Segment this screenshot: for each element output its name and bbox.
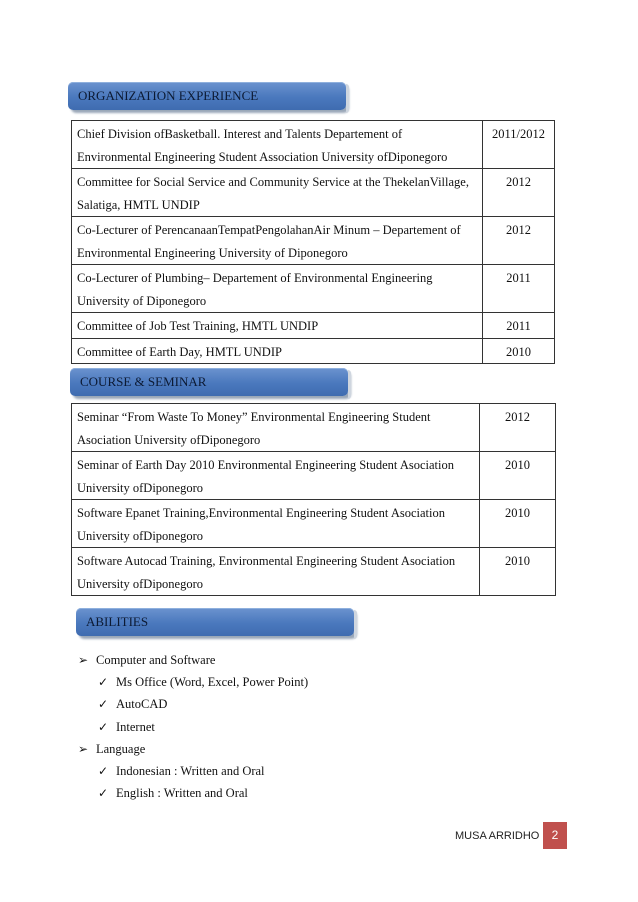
abilities-heading: ABILITIES [76,608,354,636]
table-row [72,169,555,217]
activity-cell: Committee for Social Service and Community Service at the ThekelanVillage, Salatiga, HMTL UNDIP [72,169,483,217]
year-cell: 2011 [483,265,555,313]
course-cell: Seminar of Earth Day 2010 Environmental Engineering Student Asociation University ofDiponegoro [72,452,480,500]
checkmark-icon: ✓ [98,786,109,801]
year-cell: 2012 [483,169,555,217]
activity-cell: Committee of Earth Day, HMTL UNDIP [72,338,483,364]
ability-item: Indonesian : Written and Oral [116,763,265,778]
checkmark-icon: ✓ [98,697,109,712]
ability-item: English : Written and Oral [116,786,248,801]
list-item [78,649,308,671]
footer-author-name: MUSA ARRIDHO [455,830,540,842]
arrow-bullet-icon: ➢ [78,653,89,667]
list-item [78,693,308,715]
year-cell: 2012 [483,217,555,265]
course-cell: Seminar “From Waste To Money” Environmental Engineering Student Asociation University ofDiponegoro [72,404,480,452]
organization-experience-table [71,120,555,364]
table-row [72,500,556,548]
table-row [72,404,556,452]
page-number-badge: 2 [543,822,567,849]
year-cell: 2012 [480,404,556,452]
year-cell: 2011 [483,313,555,339]
list-item [78,760,308,782]
activity-cell: Chief Division ofBasketball. Interest and Talents Departement of Environmental Engineering Student Association University ofDiponegoro [72,121,483,169]
year-cell: 2010 [480,500,556,548]
arrow-bullet-icon: ➢ [78,741,89,756]
table-row [72,217,555,265]
year-cell: 2011/2012 [483,121,555,169]
course-cell: Software Epanet Training,Environmental Engineering Student Asociation University ofDiponegoro [72,500,480,548]
course-seminar-heading: COURSE & SEMINAR [70,368,348,396]
list-item [78,738,308,760]
year-cell: 2010 [480,548,556,596]
ability-item: Ms Office (Word, Excel, Power Point) [116,675,309,690]
table-row [72,121,555,169]
ability-item: Internet [116,719,155,734]
table-row [72,313,555,339]
year-cell: 2010 [480,452,556,500]
activity-cell: Co-Lecturer of PerencanaanTempatPengolahanAir Minum – Departement of Environmental Engineering University of Diponegoro [72,217,483,265]
organization-experience-heading: ORGANIZATION EXPERIENCE [68,82,346,110]
checkmark-icon: ✓ [98,763,109,778]
year-cell: 2010 [483,338,555,364]
checkmark-icon: ✓ [98,719,109,734]
list-item [78,671,308,693]
table-row [72,265,555,313]
table-row [72,548,556,596]
checkmark-icon: ✓ [98,675,109,690]
ability-group-label: Computer and Software [96,653,216,667]
activity-cell: Committee of Job Test Training, HMTL UNDIP [72,313,483,339]
list-item [78,716,308,738]
table-row [72,338,555,364]
course-seminar-table [71,403,556,596]
table-row [72,452,556,500]
course-cell: Software Autocad Training, Environmental Engineering Student Asociation University ofDiponegoro [72,548,480,596]
ability-group-label: Language [96,741,146,756]
ability-item: AutoCAD [116,697,168,712]
activity-cell: Co-Lecturer of Plumbing– Departement of Environmental Engineering University of Diponegoro [72,265,483,313]
list-item [78,782,308,804]
abilities-list [78,649,308,804]
